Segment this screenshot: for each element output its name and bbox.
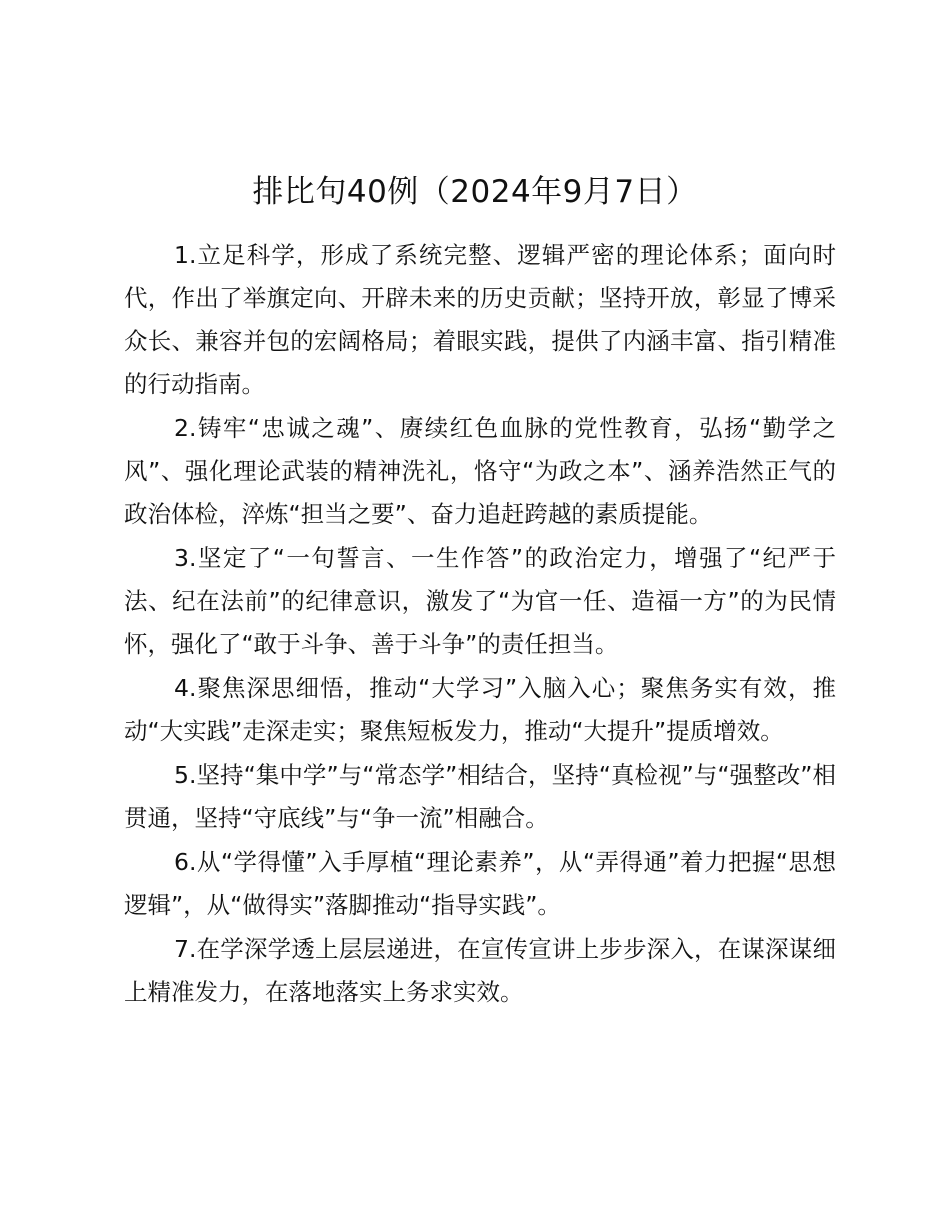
paragraph-3: 3.坚定了“一句誓言、一生作答”的政治定力，增强了“纪严于法、纪在法前”的纪律意识，激发了“为官一任、造福一方”的为民情怀，强化了“敢于斗争、善于斗争”的责任担当。	[124, 544, 836, 658]
paragraph-5: 5.坚持“集中学”与“常态学”相结合，坚持“真检视”与“强整改”相贯通，坚持“守底线”与“争一流”相融合。	[124, 761, 836, 832]
paragraph-1: 1.立足科学，形成了系统完整、逻辑严密的理论体系；面向时代，作出了举旗定向、开辟未来的历史贡献；坚持开放，彰显了博采众长、兼容并包的宏阔格局；着眼实践，提供了内涵丰富、指引精准的行动指南。	[124, 241, 836, 398]
paragraph-6: 6.从“学得懂”入手厚植“理论素养”，从“弄得通”着力把握“思想逻辑”，从“做得实”落脚推动“指导实践”。	[124, 848, 836, 919]
document-body	[124, 234, 836, 1015]
paragraph-4: 4.聚焦深思细悟，推动“大学习”入脑入心；聚焦务实有效，推动“大实践”走深走实；聚焦短板发力，推动“大提升”提质增效。	[124, 674, 836, 745]
paragraph-2: 2.铸牢“忠诚之魂”、赓续红色血脉的党性教育，弘扬“勤学之风”、强化理论武装的精神洗礼，恪守“为政之本”、涵养浩然正气的政治体检，淬炼“担当之要”、奋力追赶跨越的素质提能。	[124, 414, 836, 528]
paragraph-7: 7.在学深学透上层层递进，在宣传宣讲上步步深入，在谋深谋细上精准发力，在落地落实上务求实效。	[124, 935, 836, 1006]
document-title: 排比句40例（2024年9月7日）	[252, 174, 698, 210]
